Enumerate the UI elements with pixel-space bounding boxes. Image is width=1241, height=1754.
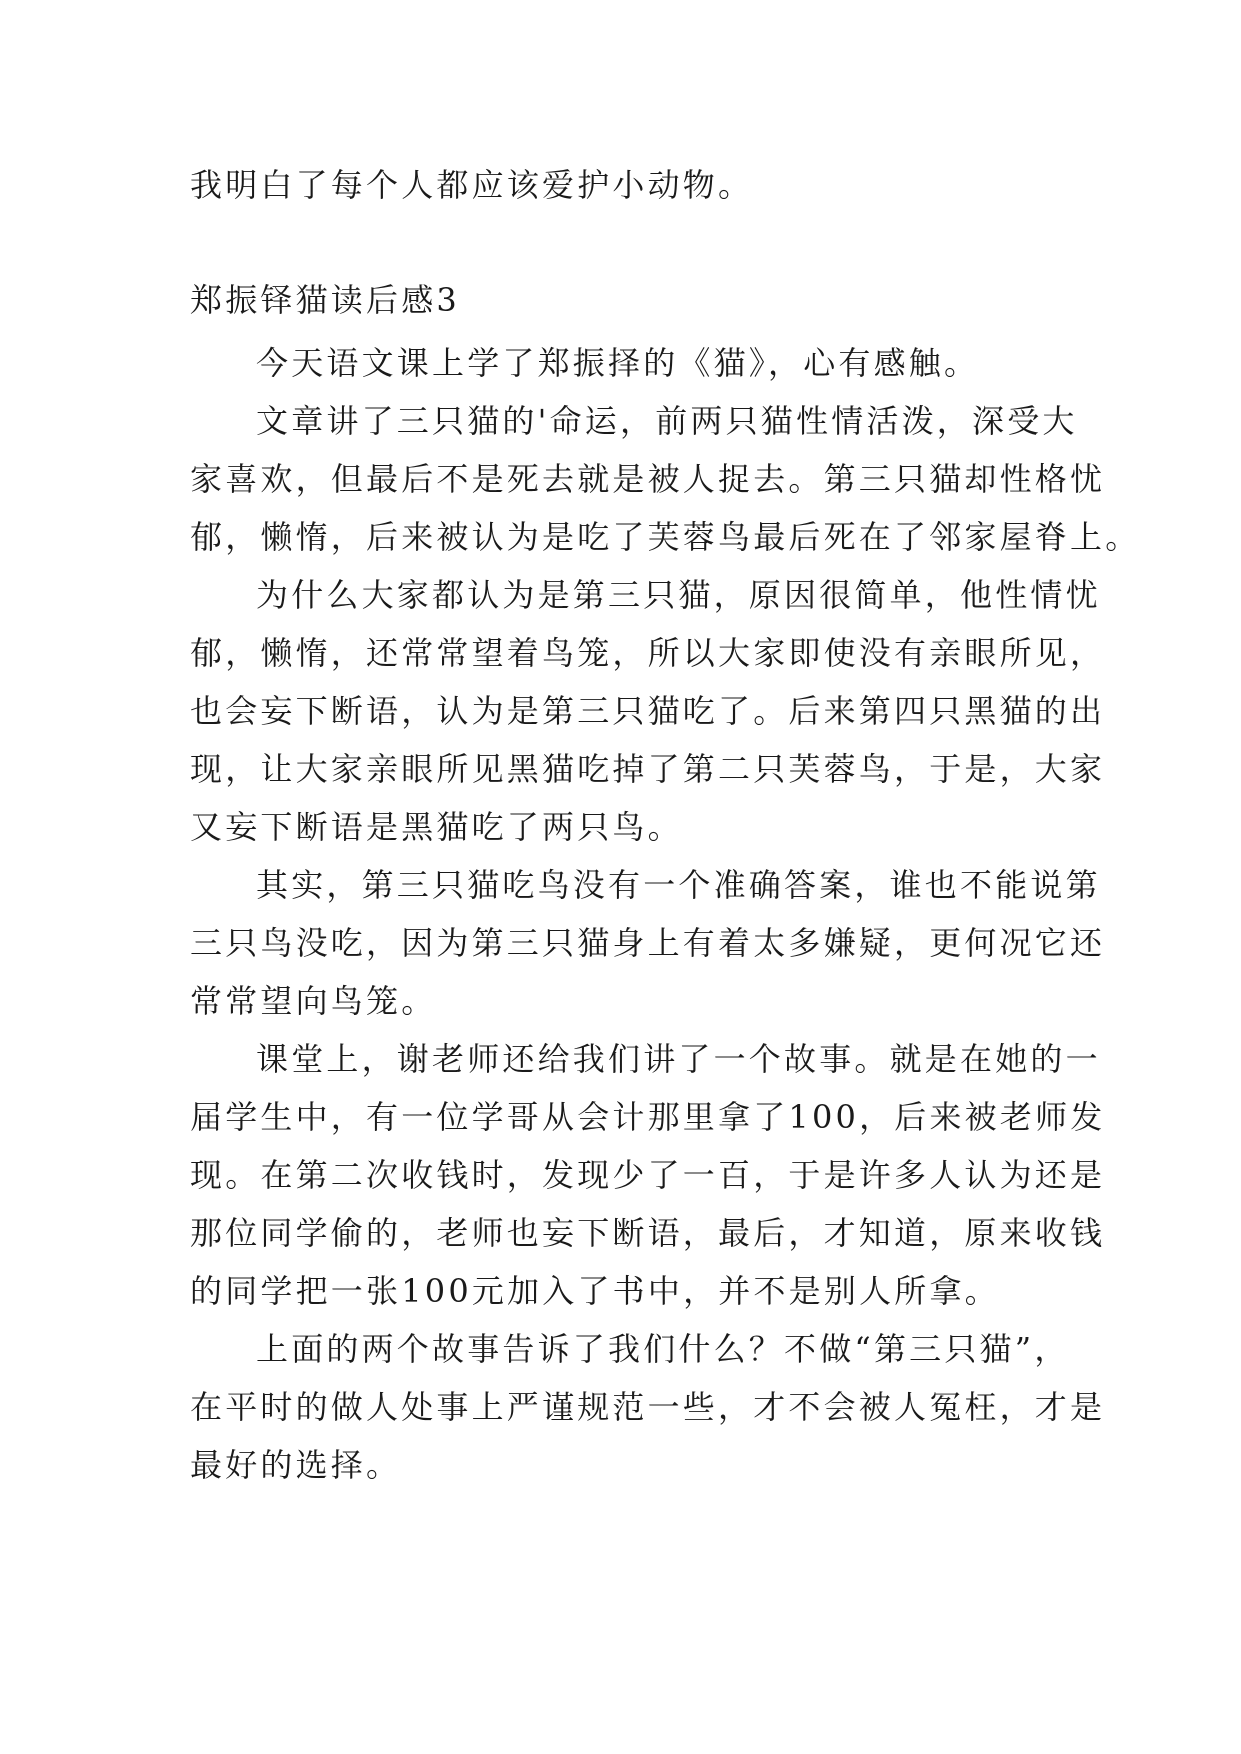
intro-block [190,156,1058,214]
essay-body [190,334,1141,1494]
paragraph-3-line-4: 现，让大家亲眼所见黑猫吃掉了第二只芙蓉鸟，于是，大家 [190,750,1106,788]
paragraph-5-line-5: 的同学把一张100元加入了书中，并不是别人所拿。 [190,1272,1000,1310]
paragraph-5-line-3: 现。在第二次收钱时，发现少了一百，于是许多人认为还是 [190,1156,1106,1194]
paragraph-4-line-2: 三只鸟没吃，因为第三只猫身上有着太多嫌疑，更何况它还 [190,924,1106,962]
paragraph-6-line-3: 最好的选择。 [190,1446,402,1484]
paragraph-3-line-1: 为什么大家都认为是第三只猫，原因很简单，他性情忧 [256,576,1101,614]
paragraph-6-line-1: 上面的两个故事告诉了我们什么？不做“第三只猫”， [256,1330,1070,1368]
paragraph-2-line-2: 家喜欢，但最后不是死去就是被人捉去。第三只猫却性格忧 [190,460,1106,498]
paragraph-5-line-4: 那位同学偷的，老师也妄下断语，最后，才知道，原来收钱 [190,1214,1106,1252]
paragraph-5-line-2: 届学生中，有一位学哥从会计那里拿了100，后来被老师发 [190,1098,1106,1136]
essay-heading-block [190,271,1058,329]
essay-heading: 郑振铎猫读后感3 [190,281,460,319]
paragraph-3-line-3: 也会妄下断语，认为是第三只猫吃了。后来第四只黑猫的出 [190,692,1106,730]
paragraph-4-line-3: 常常望向鸟笼。 [190,982,437,1020]
paragraph-6-line-2: 在平时的做人处事上严谨规范一些，才不会被人冤枉，才是 [190,1388,1106,1426]
paragraph-1-line-1: 今天语文课上学了郑振择的《猫》，心有感触。 [256,344,980,382]
paragraph-5-line-1: 课堂上，谢老师还给我们讲了一个故事。就是在她的一 [256,1040,1101,1078]
paragraph-3-line-5: 又妄下断语是黑猫吃了两只鸟。 [190,808,683,846]
paragraph-2-line-1: 文章讲了三只猫的'命运，前两只猫性情活泼，深受大 [256,402,1078,440]
paragraph-4-line-1: 其实，第三只猫吃鸟没有一个准确答案，谁也不能说第 [256,866,1101,904]
intro-line: 我明白了每个人都应该爱护小动物。 [190,166,754,204]
paragraph-3-line-2: 郁，懒惰，还常常望着鸟笼，所以大家即使没有亲眼所见， [190,634,1106,672]
paragraph-2-line-3: 郁，懒惰，后来被认为是吃了芙蓉鸟最后死在了邻家屋脊上。 [190,518,1141,556]
